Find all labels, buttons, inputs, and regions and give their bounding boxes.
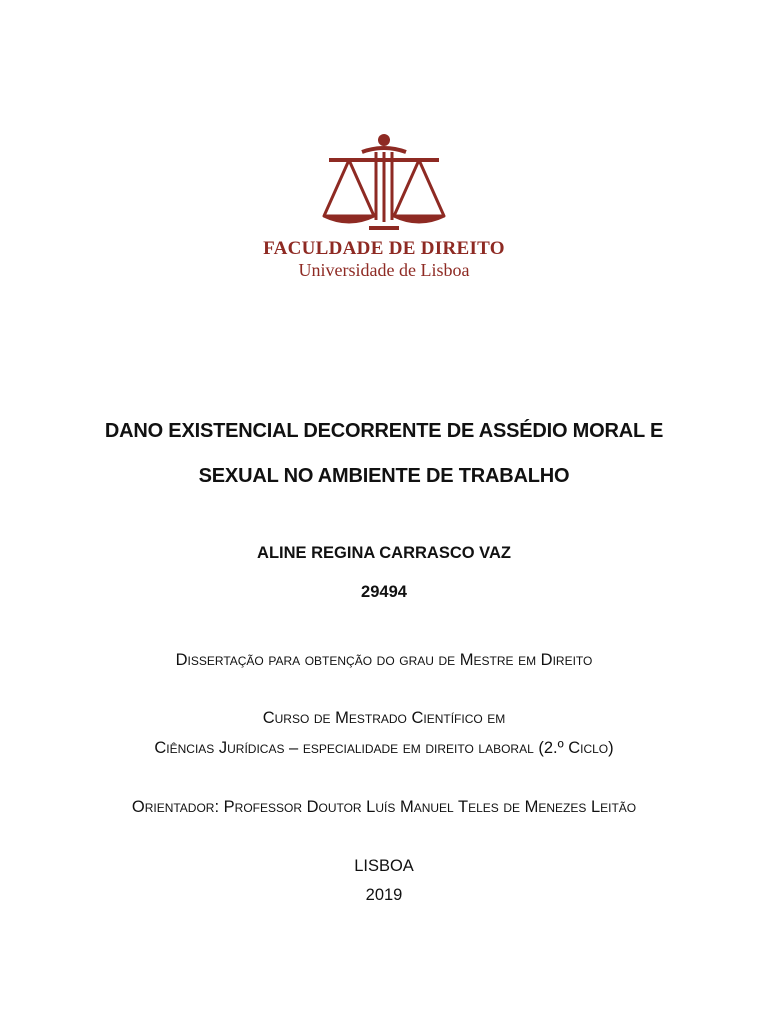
course-line-2: Ciências Jurídicas – especialidade em direito laboral (2.º Ciclo) [154, 739, 614, 757]
title-line-1: DANO EXISTENCIAL DECORRENTE DE ASSÉDIO MORAL E [104, 420, 664, 442]
advisor-line: Orientador: Professor Doutor Luís Manuel Teles de Menezes Leitão [131, 798, 637, 816]
logo-line-university: Universidade de Lisboa [298, 260, 470, 280]
logo-line-faculty: FACULDADE DE DIREITO [263, 238, 505, 259]
faculty-logo [0, 130, 768, 280]
dissertation-line: Dissertação para obtenção do grau de Mestre em Direito [175, 651, 593, 669]
year: 2019 [365, 886, 403, 904]
title-line-2: SEXUAL NO AMBIENTE DE TRABALHO [198, 465, 570, 487]
scales-of-justice-icon [319, 130, 449, 238]
author-name: ALINE REGINA CARRASCO VAZ [257, 544, 511, 562]
student-number: 29494 [361, 583, 407, 601]
course-line-1: Curso de Mestrado Científico em [262, 709, 506, 727]
place: LISBOA [354, 857, 414, 875]
